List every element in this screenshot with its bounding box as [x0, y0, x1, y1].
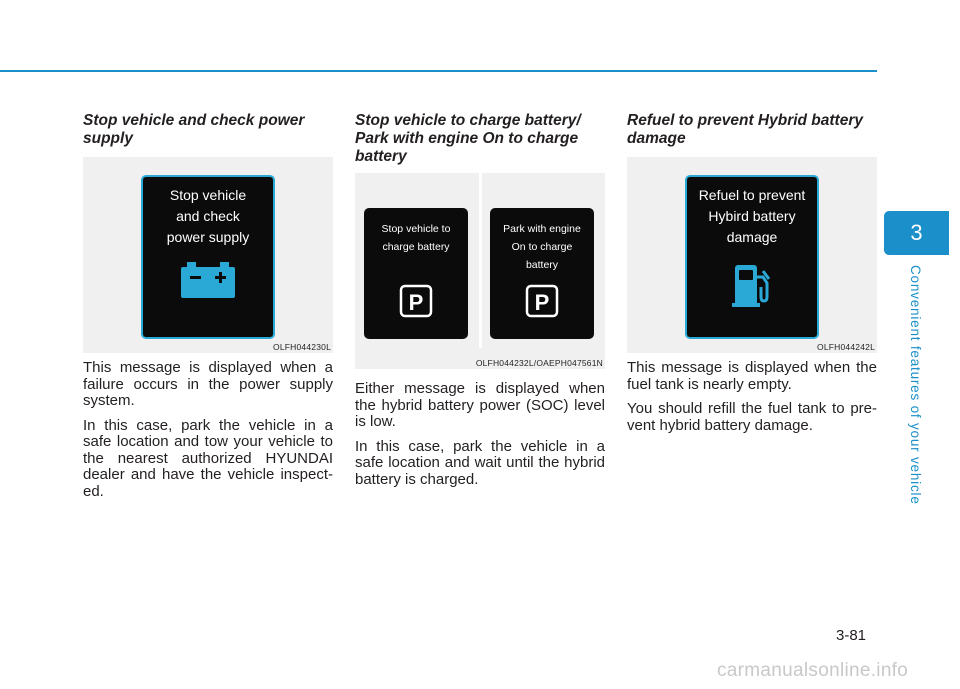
cluster-display: [141, 175, 275, 339]
display-line: Park with engine: [503, 223, 581, 235]
display-message: [687, 185, 817, 248]
figure-code: OLFH044242L: [817, 342, 875, 352]
section-heading: Stop vehicle to charge battery/ Park with engine On to charge battery: [355, 112, 581, 165]
paragraph: In this case, park the vehicle in a safe location and tow your vehicle to the nearest authorized HYUNDAI dealer and have the vehicle inspect-ed.: [83, 416, 333, 500]
display-line: Stop vehicle: [169, 187, 247, 203]
paragraph: You should refill the fuel tank to pre-vent hybrid battery damage.: [627, 400, 877, 434]
display-line: battery: [525, 259, 559, 271]
warning-figure: [355, 173, 605, 369]
display-line: Stop vehicle to: [381, 223, 451, 235]
display-line: Refuel to prevent: [698, 187, 806, 203]
display-line: damage: [726, 229, 778, 245]
section-power-supply: [83, 112, 333, 500]
cluster-display: [685, 175, 819, 339]
display-message: [490, 220, 594, 274]
chapter-tab: 3: [884, 211, 949, 255]
figure-code: OLFH044232L/OAEPH047561N: [475, 358, 603, 368]
section-charge-battery: [355, 112, 605, 488]
cluster-display-right: [490, 208, 594, 339]
display-line: charge battery: [382, 241, 450, 253]
top-rule: [0, 70, 877, 72]
display-message: [143, 185, 273, 248]
display-line: power supply: [166, 229, 250, 245]
figure-divider: [479, 173, 482, 348]
svg-text:P: P: [408, 290, 424, 315]
warning-figure: [83, 157, 333, 353]
display-line: On to charge: [511, 241, 573, 253]
svg-text:P: P: [534, 290, 550, 315]
section-heading: Refuel to prevent Hybrid battery damage: [627, 112, 863, 147]
section-refuel: [627, 112, 877, 434]
watermark: carmanualsonline.info: [717, 660, 909, 681]
warning-figure: [627, 157, 877, 353]
section-heading: Stop vehicle and check power supply: [83, 112, 305, 147]
display-line: Hybird battery: [708, 208, 796, 224]
paragraph: This message is displayed when the fuel tank is nearly empty.: [627, 359, 877, 393]
battery-icon: [143, 261, 273, 306]
page-number: 3-81: [836, 627, 867, 644]
paragraph: This message is displayed when a failure occurs in the power supply system.: [83, 359, 333, 409]
cluster-display-left: [364, 208, 468, 339]
park-icon: [364, 284, 468, 323]
paragraph: In this case, park the vehicle in a safe location and wait until the hybrid battery is charged.: [355, 437, 605, 488]
figure-code: OLFH044230L: [273, 342, 331, 352]
fuel-pump-icon: [687, 263, 817, 314]
paragraph: Either message is displayed when the hybrid battery power (SOC) level is low.: [355, 380, 605, 430]
display-message: [364, 220, 468, 256]
park-icon: [490, 284, 594, 323]
display-line: and check: [176, 208, 240, 224]
chapter-title: Convenient features of your vehicle: [908, 265, 923, 505]
